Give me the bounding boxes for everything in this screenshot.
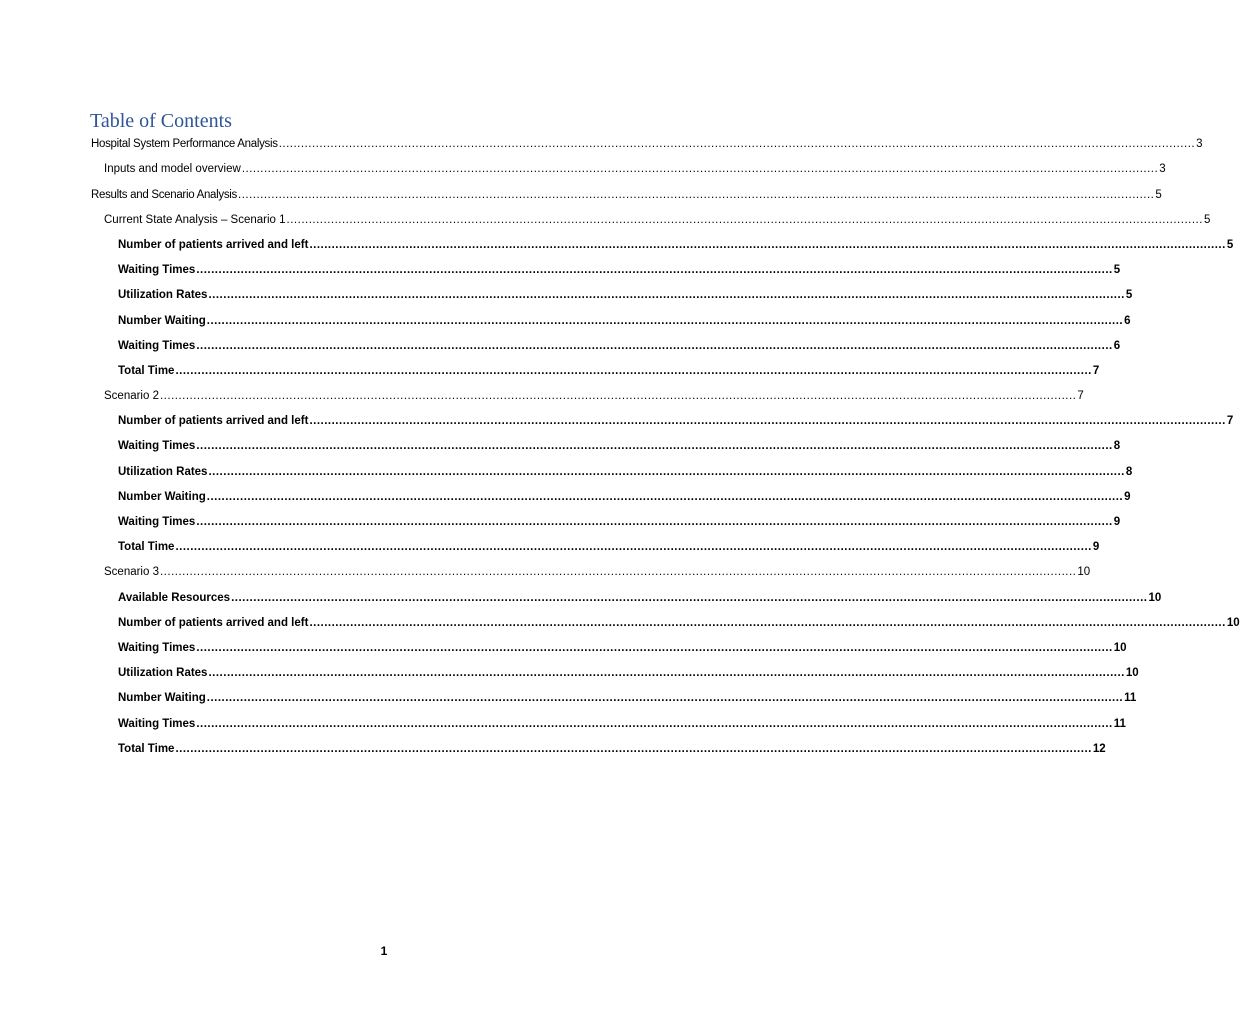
toc-entry-page-number: 5 (1155, 188, 1162, 201)
toc-title: Table of Contents (90, 110, 232, 132)
toc-entry-page-number: 10 (1113, 641, 1127, 654)
toc-entry[interactable] (0, 559, 1091, 584)
toc-dot-leader: ........................................................................................................................................................................................................................................................ (196, 440, 1113, 453)
toc-entry-page-number: 9 (1113, 516, 1121, 528)
toc-entry[interactable] (0, 408, 1234, 433)
toc-entry-page-number: 6 (1124, 314, 1131, 327)
toc-dot-leader: ........................................................................................................................................................................................................................................................ (208, 289, 1125, 302)
toc-entry[interactable] (0, 358, 1100, 383)
toc-entry-label: Current State Analysis – Scenario 1 (104, 213, 286, 226)
toc-entry-page-number: 12 (1092, 742, 1106, 755)
toc-entry-page-number: 5 (1113, 264, 1121, 277)
toc-entry[interactable] (0, 484, 1131, 509)
toc-list (0, 131, 1240, 761)
toc-entry-page-number: 8 (1113, 440, 1121, 453)
toc-entry-label: Waiting Times (118, 339, 196, 352)
toc-entry-page-number: 10 (1148, 591, 1162, 604)
toc-dot-leader: ........................................................................................................................................................................................................................................................ (196, 641, 1113, 654)
toc-entry[interactable] (0, 333, 1121, 358)
toc-dot-leader: ........................................................................................................................................................................................................................................................ (309, 238, 1226, 251)
toc-entry-label: Available Resources (118, 591, 231, 604)
toc-entry-label: Waiting Times (118, 264, 196, 277)
toc-dot-leader: ........................................................................................................................................................................................................................................................ (231, 591, 1148, 604)
toc-entry-label: Total Time (118, 364, 175, 377)
toc-entry-page-number: 8 (1125, 465, 1133, 478)
toc-entry[interactable] (0, 433, 1121, 458)
toc-entry[interactable] (0, 282, 1133, 307)
toc-dot-leader: ........................................................................................................................................................................................................................................................ (175, 742, 1092, 755)
toc-entry-label: Number of patients arrived and left (118, 616, 309, 629)
toc-entry-label: Waiting Times (118, 516, 196, 528)
toc-entry-label: Results and Scenario Analysis (91, 188, 237, 201)
toc-entry[interactable] (0, 458, 1133, 483)
toc-dot-leader: ........................................................................................................................................................................................................................................................ (159, 390, 1077, 403)
toc-entry-page-number: 5 (1203, 213, 1211, 226)
toc-entry-label: Waiting Times (118, 717, 196, 730)
toc-entry[interactable] (0, 257, 1121, 282)
toc-entry[interactable] (0, 207, 1211, 232)
toc-entry-label: Hospital System Performance Analysis (91, 138, 278, 151)
toc-entry[interactable] (0, 232, 1234, 257)
toc-entry-label: Total Time (118, 742, 175, 755)
toc-entry-page-number: 5 (1125, 289, 1133, 302)
toc-entry-label: Utilization Rates (118, 465, 208, 478)
toc-entry-label: Number Waiting (118, 490, 206, 503)
toc-entry-page-number: 9 (1124, 490, 1131, 503)
toc-dot-leader: ........................................................................................................................................................................................................................................................ (208, 465, 1125, 478)
toc-dot-leader: ........................................................................................................................................................................................................................................................ (159, 566, 1077, 579)
toc-dot-leader: ........................................................................................................................................................................................................................................................ (196, 717, 1113, 730)
toc-dot-leader: ........................................................................................................................................................................................................................................................ (206, 314, 1124, 327)
toc-dot-leader: ........................................................................................................................................................................................................................................................ (238, 188, 1155, 201)
toc-entry-label: Number of patients arrived and left (118, 415, 309, 428)
toc-entry-label: Waiting Times (118, 440, 196, 453)
toc-dot-leader: ........................................................................................................................................................................................................................................................ (286, 213, 1203, 226)
toc-entry-label: Scenario 2 (104, 390, 159, 403)
toc-entry[interactable] (0, 710, 1126, 735)
toc-entry[interactable] (0, 509, 1121, 534)
toc-entry-page-number: 7 (1077, 390, 1084, 403)
toc-dot-leader: ........................................................................................................................................................................................................................................................ (175, 364, 1092, 377)
toc-entry[interactable] (0, 635, 1127, 660)
toc-entry[interactable] (0, 181, 1162, 206)
toc-entry[interactable] (0, 131, 1203, 156)
toc-entry-label: Scenario 3 (104, 566, 159, 579)
toc-entry-label: Utilization Rates (118, 289, 208, 302)
toc-entry[interactable] (0, 610, 1240, 635)
toc-dot-leader: ........................................................................................................................................................................................................................................................ (309, 616, 1226, 629)
toc-entry-page-number: 3 (1159, 163, 1166, 176)
toc-entry[interactable] (0, 156, 1166, 181)
toc-entry[interactable] (0, 307, 1131, 332)
toc-entry[interactable] (0, 685, 1137, 710)
toc-entry-page-number: 5 (1226, 238, 1234, 251)
toc-dot-leader: ........................................................................................................................................................................................................................................................ (206, 692, 1124, 705)
toc-entry[interactable] (0, 534, 1100, 559)
toc-entry-label: Number Waiting (118, 314, 206, 327)
toc-entry[interactable] (0, 736, 1106, 761)
toc-entry-page-number: 6 (1113, 339, 1121, 352)
toc-entry-label: Number of patients arrived and left (118, 238, 309, 251)
footer-page-number: 1 (380, 944, 388, 958)
toc-entry[interactable] (0, 584, 1162, 609)
toc-entry-label: Waiting Times (118, 641, 196, 654)
toc-dot-leader: ........................................................................................................................................................................................................................................................ (196, 516, 1113, 528)
toc-entry-page-number: 7 (1226, 415, 1234, 428)
toc-entry-label: Inputs and model overview (104, 163, 241, 176)
toc-entry[interactable] (0, 660, 1139, 685)
toc-dot-leader: ........................................................................................................................................................................................................................................................ (309, 415, 1226, 428)
toc-entry-label: Number Waiting (118, 692, 206, 705)
toc-entry-page-number: 11 (1113, 717, 1126, 730)
toc-entry-page-number: 10 (1125, 667, 1139, 680)
toc-entry-page-number: 10 (1226, 616, 1240, 629)
toc-entry-page-number: 10 (1077, 566, 1091, 579)
toc-entry-label: Total Time (118, 541, 175, 554)
toc-dot-leader: ........................................................................................................................................................................................................................................................ (175, 541, 1092, 554)
toc-entry-page-number: 7 (1092, 364, 1100, 377)
toc-dot-leader: ........................................................................................................................................................................................................................................................ (196, 264, 1113, 277)
toc-dot-leader: ........................................................................................................................................................................................................................................................ (196, 339, 1113, 352)
toc-entry-page-number: 9 (1092, 541, 1100, 554)
toc-dot-leader: ........................................................................................................................................................................................................................................................ (208, 667, 1125, 680)
toc-dot-leader: ........................................................................................................................................................................................................................................................ (241, 163, 1159, 176)
toc-entry[interactable] (0, 383, 1084, 408)
toc-dot-leader: ........................................................................................................................................................................................................................................................ (278, 138, 1196, 151)
toc-dot-leader: ........................................................................................................................................................................................................................................................ (206, 490, 1124, 503)
toc-entry-page-number: 11 (1124, 692, 1137, 705)
toc-entry-label: Utilization Rates (118, 667, 208, 680)
toc-entry-page-number: 3 (1196, 138, 1203, 151)
